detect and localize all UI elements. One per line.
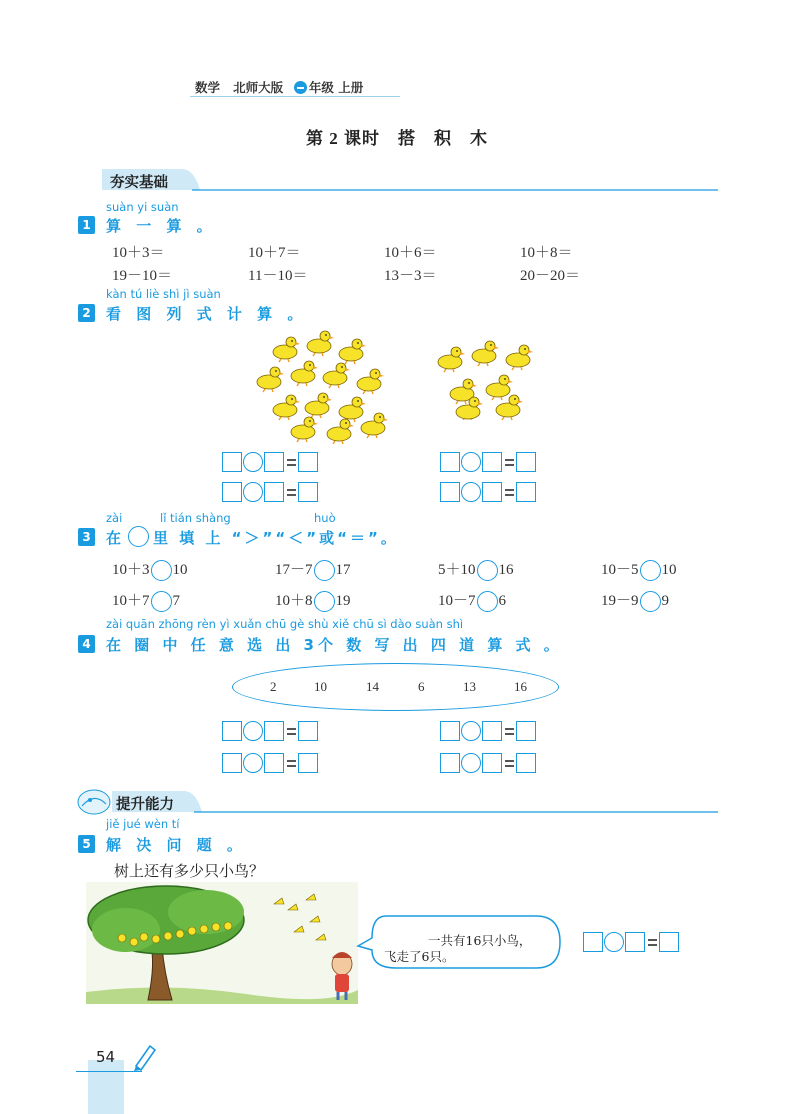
- margin-strip: [88, 1060, 124, 1114]
- compare-circle[interactable]: [314, 591, 335, 612]
- compare-right: 10: [172, 562, 188, 578]
- compare-right: 6: [498, 593, 507, 609]
- compare-right: 19: [335, 593, 351, 609]
- ducks-group-right-image: [432, 336, 542, 420]
- compare-item: [438, 589, 506, 612]
- bubble-line1: 一共有16只小鸟，: [428, 933, 532, 948]
- answer-box[interactable]: [222, 452, 242, 472]
- bubble-line2: 飞走了6只。: [384, 949, 455, 964]
- answer-formula: [440, 452, 537, 472]
- compare-item: [438, 558, 514, 581]
- equals-sign: [646, 932, 658, 952]
- operator-circle[interactable]: [243, 721, 263, 741]
- answer-box[interactable]: [516, 452, 536, 472]
- page-number: 54: [96, 1048, 116, 1066]
- answer-box[interactable]: [516, 482, 536, 502]
- compare-left: 5＋10: [438, 562, 476, 578]
- header-subject: 数学: [195, 80, 221, 95]
- answer-box[interactable]: [482, 482, 502, 502]
- equals-sign: [285, 721, 297, 741]
- compare-right: 16: [498, 562, 514, 578]
- answer-box[interactable]: [298, 452, 318, 472]
- q1-number: 1: [78, 216, 95, 234]
- operator-circle[interactable]: [243, 482, 263, 502]
- compare-left: 10＋8: [275, 593, 313, 609]
- answer-box[interactable]: [222, 721, 242, 741]
- answer-box[interactable]: [516, 721, 536, 741]
- answer-box[interactable]: [516, 753, 536, 773]
- compare-left: 19－9: [601, 593, 639, 609]
- compare-circle[interactable]: [151, 560, 172, 581]
- circle-number: 6: [418, 679, 425, 694]
- lesson-title: 第 2 课时 搭 积 木: [306, 129, 488, 148]
- compare-left: 10＋3: [112, 562, 150, 578]
- header-divider: [190, 96, 400, 97]
- compare-item: [275, 558, 351, 581]
- q3-instruction: 在: [106, 529, 127, 547]
- q3-pinyin: huò: [314, 511, 336, 525]
- pencil-icon: [130, 1040, 160, 1072]
- q1-expr: 11－10＝: [248, 268, 308, 284]
- answer-formula: [222, 721, 319, 741]
- answer-formula: [583, 932, 680, 952]
- operator-circle[interactable]: [461, 753, 481, 773]
- number-circle: [232, 663, 559, 711]
- operator-circle[interactable]: [461, 482, 481, 502]
- header-edition: 北师大版: [233, 80, 284, 95]
- equals-sign: [503, 452, 515, 472]
- circle-number: 10: [314, 679, 327, 694]
- tree-birds-image: [86, 882, 358, 1004]
- compare-right: 9: [661, 593, 670, 609]
- answer-box[interactable]: [440, 452, 460, 472]
- answer-box[interactable]: [222, 482, 242, 502]
- compare-item: [112, 589, 180, 612]
- q4-number: 4: [78, 635, 95, 653]
- equals-sign: [503, 482, 515, 502]
- answer-formula: [440, 721, 537, 741]
- q2-instruction: 看 图 列 式 计 算 。: [106, 305, 308, 323]
- answer-box[interactable]: [482, 452, 502, 472]
- compare-circle[interactable]: [477, 591, 498, 612]
- answer-formula: [440, 753, 537, 773]
- q5-question: 树上还有多少只小鸟？: [114, 862, 265, 880]
- compare-left: 17－7: [275, 562, 313, 578]
- compare-item: [112, 558, 188, 581]
- q5-pinyin: jiě jué wèn tí: [106, 817, 180, 831]
- compare-circle[interactable]: [640, 560, 661, 581]
- compare-right: 7: [172, 593, 181, 609]
- compare-left: 10－7: [438, 593, 476, 609]
- header-grade: 年级: [308, 80, 334, 95]
- compare-circle[interactable]: [640, 591, 661, 612]
- circle-number: 13: [463, 679, 476, 694]
- q1-expr: 10＋3＝: [112, 245, 165, 261]
- answer-formula: [222, 753, 319, 773]
- section-title-advanced: 提升能力: [116, 797, 174, 813]
- equals-sign: [503, 721, 515, 741]
- equals-sign: [285, 753, 297, 773]
- answer-box[interactable]: [440, 482, 460, 502]
- answer-box[interactable]: [440, 753, 460, 773]
- compare-item: [601, 558, 677, 581]
- equals-sign: [503, 753, 515, 773]
- answer-box[interactable]: [298, 753, 318, 773]
- circle-number: 14: [366, 679, 379, 694]
- answer-formula: [222, 452, 319, 472]
- answer-box[interactable]: [583, 932, 603, 952]
- answer-box[interactable]: [264, 452, 284, 472]
- q1-expr: 10＋8＝: [520, 245, 573, 261]
- q5-number: 5: [78, 835, 95, 853]
- answer-box[interactable]: [264, 721, 284, 741]
- q3-pinyin: zài: [106, 511, 123, 525]
- compare-item: [275, 589, 351, 612]
- answer-box[interactable]: [482, 721, 502, 741]
- q3-number: 3: [78, 528, 95, 546]
- section-bar-basic: [96, 166, 720, 192]
- q1-expr: 10＋6＝: [384, 245, 437, 261]
- operator-circle[interactable]: [243, 452, 263, 472]
- answer-box[interactable]: [222, 753, 242, 773]
- answer-formula: [440, 482, 537, 502]
- q4-instruction: 在 圈 中 任 意 选 出 3个 数 写 出 四 道 算 式 。: [106, 636, 563, 654]
- compare-item: [601, 589, 669, 612]
- circle-number: 16: [514, 679, 527, 694]
- q1-expr: 20－20＝: [520, 268, 581, 284]
- answer-box[interactable]: [264, 753, 284, 773]
- operator-circle[interactable]: [461, 452, 481, 472]
- circle-number: 2: [270, 679, 277, 694]
- operator-circle[interactable]: [243, 753, 263, 773]
- q1-expr: 13－3＝: [384, 268, 437, 284]
- q4-pinyin: zài quān zhōng rèn yì xuǎn chū gè shù xiě chū sì dào suàn shì: [106, 617, 464, 631]
- equals-sign: [285, 452, 297, 472]
- answer-box[interactable]: [264, 482, 284, 502]
- q2-number: 2: [78, 304, 95, 322]
- q1-instruction: 算 一 算 。: [106, 217, 217, 235]
- compare-right: 10: [661, 562, 677, 578]
- q1-expr: 19－10＝: [112, 268, 173, 284]
- compare-left: 10－5: [601, 562, 639, 578]
- q1-expr: 10＋7＝: [248, 245, 301, 261]
- equals-sign: [285, 482, 297, 502]
- answer-box[interactable]: [482, 753, 502, 773]
- compare-left: 10＋7: [112, 593, 150, 609]
- grade-one-icon: [294, 81, 307, 94]
- answer-box[interactable]: [625, 932, 645, 952]
- q1-pinyin: suàn yi suàn: [106, 200, 179, 214]
- answer-box[interactable]: [659, 932, 679, 952]
- compare-right: 17: [335, 562, 351, 578]
- operator-circle[interactable]: [604, 932, 624, 952]
- answer-box[interactable]: [298, 721, 318, 741]
- q2-pinyin: kàn tú liè shì jì suàn: [106, 287, 221, 301]
- ducks-group-left-image: [255, 328, 395, 444]
- q5-instruction: 解 决 问 题 。: [106, 836, 247, 854]
- compare-circle[interactable]: [151, 591, 172, 612]
- section-title-basic: 夯实基础: [110, 175, 168, 191]
- instruction-circle-icon: [128, 526, 149, 547]
- answer-box[interactable]: [440, 721, 460, 741]
- running-header: [195, 78, 363, 96]
- operator-circle[interactable]: [461, 721, 481, 741]
- answer-box[interactable]: [298, 482, 318, 502]
- answer-formula: [222, 482, 319, 502]
- compare-circle[interactable]: [477, 560, 498, 581]
- compare-circle[interactable]: [314, 560, 335, 581]
- q3-pinyin: lǐ tián shàng: [160, 511, 231, 525]
- q3-instruction: 里 填 上 “＞”“＜”或“＝”。: [153, 529, 399, 547]
- header-volume: 上册: [338, 80, 364, 95]
